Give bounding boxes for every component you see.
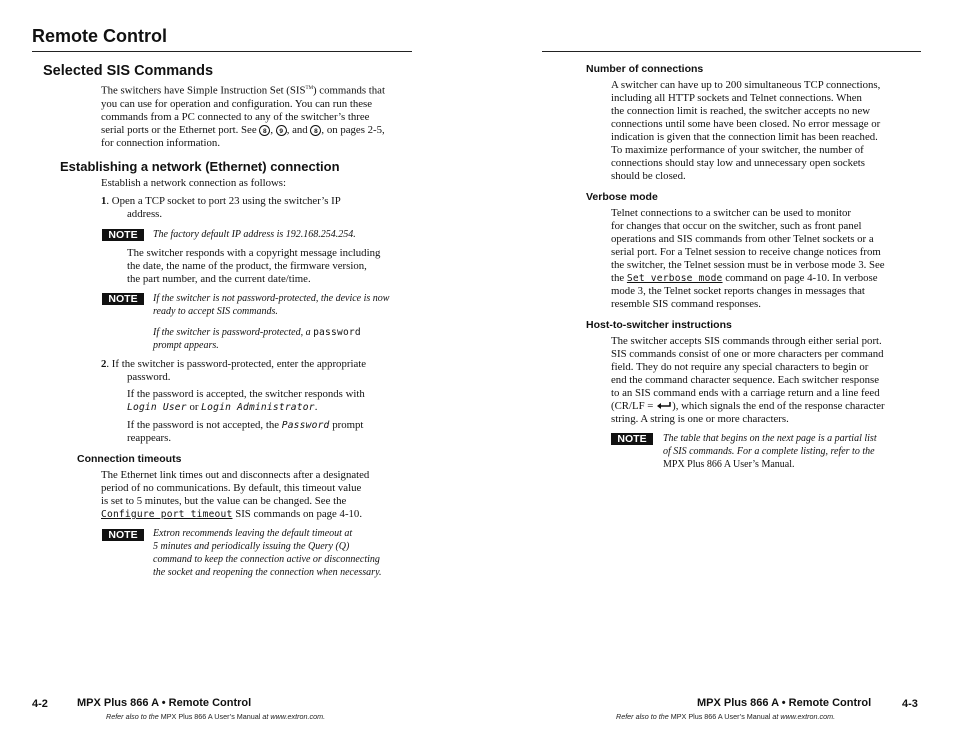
host-line-4: end the command character sequence. Each switcher response bbox=[611, 374, 879, 386]
footer-ref-at: at bbox=[772, 712, 779, 721]
left-footer-title: MPX Plus 866 A • Remote Control bbox=[77, 697, 252, 709]
host-paragraph bbox=[611, 335, 931, 426]
note-partial-line-2: of SIS commands. For a complete listing, refer to the bbox=[663, 446, 875, 457]
intro-text-a: The switchers have Simple Instruction Set (SIS bbox=[101, 84, 306, 97]
footer-ref-url: www.extron.com. bbox=[780, 712, 836, 721]
step-1-text: . Open a TCP socket to port 23 using the switcher’s IP bbox=[106, 195, 341, 207]
verbose-paragraph bbox=[611, 207, 931, 311]
timeout-line-4: SIS commands on page 4-10. bbox=[235, 508, 363, 520]
step-2-number: 2 bbox=[101, 358, 107, 370]
step-1 bbox=[101, 195, 421, 221]
password-rejected bbox=[127, 419, 427, 445]
note-password-line-2: ready to accept SIS commands. bbox=[153, 306, 278, 317]
conn-line-8: should be closed. bbox=[611, 170, 686, 182]
conn-line-4: connections until some have been closed. No error message or bbox=[611, 118, 881, 130]
login-admin-code: Login Administrator bbox=[201, 402, 315, 413]
note-password bbox=[153, 292, 423, 352]
verb-line-2: for changes that occur on the switcher, such as front panel bbox=[611, 220, 862, 232]
right-page-number: 4-3 bbox=[902, 698, 918, 710]
step-1-number: 1 bbox=[101, 195, 107, 207]
connection-timeouts-heading: Connection timeouts bbox=[77, 453, 182, 465]
host-line-2: SIS commands consist of one or more characters per command bbox=[611, 348, 884, 360]
intro-text-4a: serial ports or the Ethernet port. See bbox=[101, 123, 257, 136]
intro-text-2: you can use for operation and configuration. You can run these bbox=[101, 97, 373, 110]
note-badge: NOTE bbox=[611, 433, 653, 445]
trademark: TM bbox=[305, 86, 314, 91]
left-page-number: 4-2 bbox=[32, 698, 48, 710]
conn-line-5: indication is given that the connection limit has been reached. bbox=[611, 131, 878, 143]
note-timeout-line-4: the socket and reopening the connection when necessary. bbox=[153, 567, 382, 578]
port-reference-icon: 9 bbox=[276, 125, 287, 136]
timeout-line-1: The Ethernet link times out and disconnects after a designated bbox=[101, 469, 370, 481]
note-timeout-line-2: 5 minutes and periodically issuing the Query (Q) bbox=[153, 541, 350, 552]
page-heading: Selected SIS Commands bbox=[43, 63, 214, 79]
note-password-line-1: If the switcher is not password-protected, the device is now bbox=[153, 293, 390, 304]
conn-line-1: A switcher can have up to 200 simultaneous TCP connections, bbox=[611, 79, 881, 91]
note-badge: NOTE bbox=[102, 229, 144, 241]
footer-ref-at: at bbox=[262, 712, 269, 721]
port-reference-icon: 8 bbox=[310, 125, 321, 136]
number-of-connections-heading: Number of connections bbox=[586, 63, 704, 75]
step-2-text-b: password. bbox=[127, 371, 171, 383]
verb-line-4: serial port. For a Telnet session to receive change notices from bbox=[611, 246, 881, 258]
accepted-line-1: If the password is accepted, the switcher responds with bbox=[127, 388, 365, 400]
copyright-response bbox=[127, 247, 427, 286]
subheading-ethernet: Establishing a network (Ethernet) connection bbox=[60, 159, 340, 174]
host-line-1: The switcher accepts SIS commands through either serial port. bbox=[611, 335, 882, 347]
note-default-ip: The factory default IP address is 192.168.254.254. bbox=[153, 229, 356, 240]
accepted-or: or bbox=[189, 401, 199, 413]
footer-ref-url: www.extron.com. bbox=[270, 712, 326, 721]
verb-line-1: Telnet connections to a switcher can be used to monitor bbox=[611, 207, 852, 219]
password-accepted bbox=[127, 388, 427, 414]
note-badge: NOTE bbox=[102, 293, 144, 305]
host-line-6b: ), which signals the end of the response character bbox=[672, 400, 885, 412]
step-2 bbox=[101, 358, 421, 384]
response-line-1: The switcher responds with a copyright message including bbox=[127, 247, 381, 259]
conn-line-2: including all HTTP sockets and Telnet connections. When bbox=[611, 92, 862, 104]
host-line-6a: (CR/LF = bbox=[611, 400, 654, 412]
establish-text: Establish a network connection as follows: bbox=[101, 177, 287, 189]
conn-line-6: To maximize performance of your switcher, the number of bbox=[611, 144, 864, 156]
footer-ref-a: Refer also to the bbox=[616, 712, 669, 721]
intro-text-3: commands from a PC connected to any of the switcher’s three bbox=[101, 110, 370, 123]
password-prompt-code: Password bbox=[281, 420, 330, 431]
host-line-3: field. They do not require any special characters to begin or bbox=[611, 361, 869, 373]
intro-paragraph bbox=[101, 82, 421, 150]
note-timeout bbox=[153, 527, 423, 579]
return-arrow-icon bbox=[656, 401, 672, 410]
verb-line-3: operations and SIS commands from other Telnet sockets or a bbox=[611, 233, 874, 245]
footer-ref-manual: MPX Plus 866 A User’s Manual bbox=[160, 712, 261, 721]
step-2-text: . If the switcher is password-protected, enter the appropriate bbox=[106, 358, 367, 370]
section-title: Remote Control bbox=[32, 26, 167, 46]
left-footer-reference bbox=[106, 712, 325, 721]
response-line-3: the part number, and the current date/time. bbox=[127, 273, 311, 285]
footer-ref-a: Refer also to the bbox=[106, 712, 159, 721]
rejected-line-1: If the password is not accepted, the bbox=[127, 419, 280, 431]
note-password-line-4: prompt appears. bbox=[153, 340, 219, 351]
login-user-code: Login User bbox=[127, 402, 187, 413]
note-badge: NOTE bbox=[102, 529, 144, 541]
verb-line-6a: the bbox=[611, 272, 625, 284]
host-line-5: to an SIS command ends with a carriage return and a line feed bbox=[611, 387, 880, 399]
verb-line-7: mode 3, the Telnet socket reports changes in messages that bbox=[611, 285, 865, 297]
right-footer-title: MPX Plus 866 A • Remote Control bbox=[697, 697, 872, 709]
rejected-line-2: reappears. bbox=[127, 432, 172, 444]
ref-separator: , bbox=[270, 123, 274, 136]
conn-line-3: the connection limit is reached, the switcher accepts no new bbox=[611, 105, 871, 117]
timeout-paragraph bbox=[101, 469, 421, 521]
verb-line-6b: command on page 4-10. In verbose bbox=[725, 272, 878, 284]
right-footer-reference bbox=[616, 712, 835, 721]
note-timeout-line-3: command to keep the connection active or disconnecting bbox=[153, 554, 380, 565]
right-header-rule bbox=[542, 51, 921, 52]
footer-ref-manual: MPX Plus 866 A User’s Manual bbox=[670, 712, 771, 721]
note-password-line-3: If the switcher is password-protected, a bbox=[153, 327, 311, 338]
verb-line-8: resemble SIS command responses. bbox=[611, 298, 761, 310]
host-to-switcher-heading: Host-to-switcher instructions bbox=[586, 319, 732, 331]
note-partial-list bbox=[663, 432, 923, 471]
intro-and: , and bbox=[286, 123, 308, 136]
port-reference-icon: 8 bbox=[259, 125, 270, 136]
configure-port-timeout-code: Configure port timeout bbox=[101, 509, 233, 520]
rejected-prompt: prompt bbox=[332, 419, 364, 431]
intro-text-5: for connection information. bbox=[101, 136, 221, 149]
response-line-2: the date, the name of the product, the firmware version, bbox=[127, 260, 367, 272]
host-line-7: string. A string is one or more characters. bbox=[611, 413, 789, 425]
conn-line-7: connections should stay low and unnecessary open sockets bbox=[611, 157, 865, 169]
connections-paragraph bbox=[611, 79, 931, 183]
set-verbose-mode-code: Set verbose mode bbox=[626, 273, 723, 284]
accepted-period: . bbox=[314, 401, 318, 413]
verbose-mode-heading: Verbose mode bbox=[586, 191, 658, 203]
intro-text-4b: , on pages 2-5, bbox=[321, 123, 385, 136]
verb-line-5: the switcher, the Telnet session must be in verbose mode 3. See bbox=[611, 259, 885, 271]
note-partial-line-3: MPX Plus 866 A User’s Manual. bbox=[663, 459, 795, 470]
intro-text-b: ) commands that bbox=[313, 84, 385, 97]
step-1-text-b: address. bbox=[127, 208, 163, 220]
note-partial-line-1: The table that begins on the next page is a partial list bbox=[663, 433, 877, 444]
timeout-line-3: is set to 5 minutes, but the value can be changed. See the bbox=[101, 495, 347, 507]
password-code: password bbox=[313, 327, 361, 338]
note-timeout-line-1: Extron recommends leaving the default timeout at bbox=[153, 528, 353, 539]
timeout-line-2: period of no communications. By default, this timeout value bbox=[101, 482, 362, 494]
left-header-rule bbox=[32, 51, 412, 52]
